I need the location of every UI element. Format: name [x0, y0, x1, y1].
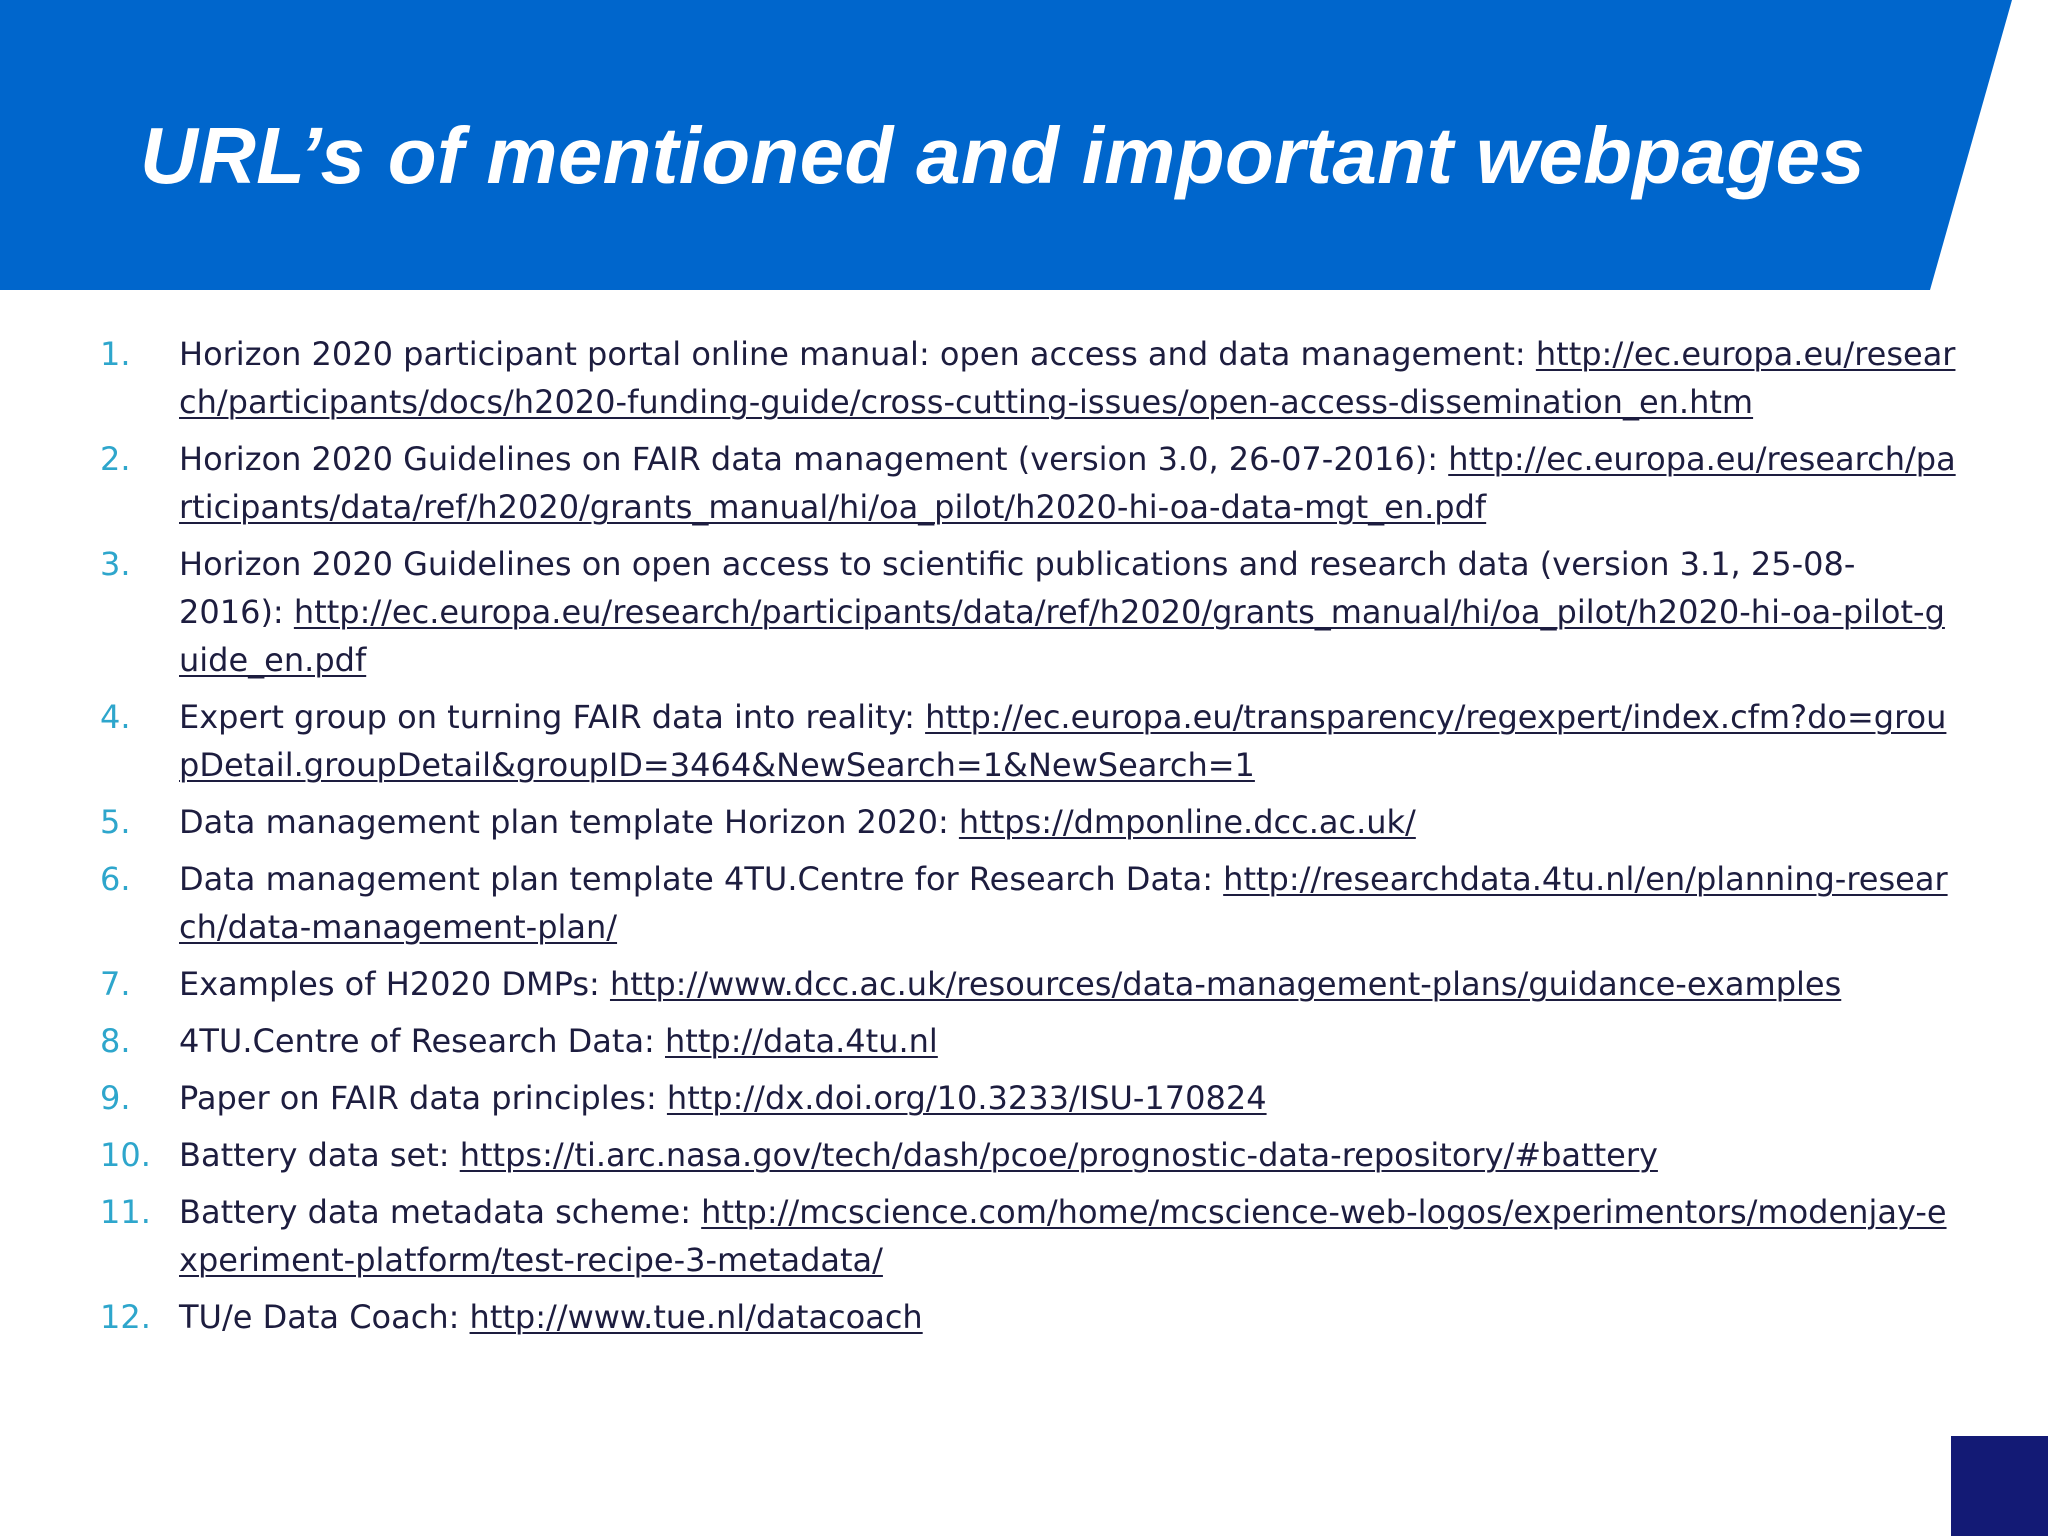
list-item: [0, 1074, 1960, 1122]
list-item-number: 3.: [100, 545, 131, 583]
list-item-number: 4.: [100, 698, 131, 736]
url-list: [0, 330, 1960, 1350]
list-item-number: 8.: [100, 1022, 131, 1060]
list-item-link[interactable]: http://researchdata.4tu.nl/en/planning-research/data-management-plan/: [179, 860, 1948, 946]
list-item-description: TU/e Data Coach:: [179, 1298, 470, 1336]
list-item-number: 11.: [100, 1193, 151, 1231]
list-item-number: 6.: [100, 860, 131, 898]
list-item-description: Paper on FAIR data principles:: [179, 1079, 667, 1117]
list-item: [0, 960, 1960, 1008]
list-item-description: Data management plan template 4TU.Centre for Research Data:: [179, 860, 1224, 898]
list-item: [0, 435, 1960, 531]
list-item-number: 12.: [100, 1298, 151, 1336]
list-item-link[interactable]: http://ec.europa.eu/research/participants/data/ref/h2020/grants_manual/hi/oa_pilot/h2020-hi-oa-pilot-guide_en.pdf: [179, 593, 1945, 679]
list-item-link[interactable]: http://data.4tu.nl: [665, 1022, 938, 1060]
list-item-link[interactable]: http://dx.doi.org/10.3233/ISU-170824: [666, 1079, 1267, 1117]
corner-block: [1951, 1436, 2048, 1536]
list-item-number: 7.: [100, 965, 131, 1003]
list-item-link[interactable]: https://ti.arc.nasa.gov/tech/dash/pcoe/prognostic-data-repository/#battery: [459, 1136, 1658, 1174]
list-item: [0, 798, 1960, 846]
list-item-link[interactable]: http://www.dcc.ac.uk/resources/data-management-plans/guidance-examples: [609, 965, 1842, 1003]
list-item-description: Battery data metadata scheme:: [179, 1193, 702, 1231]
list-item-link[interactable]: http://www.tue.nl/datacoach: [469, 1298, 923, 1336]
list-item-description: Horizon 2020 Guidelines on open access to scientific publications and research data (version 3.1, 25-08-2016):: [179, 545, 1856, 631]
list-item: [0, 1131, 1960, 1179]
list-item-description: Data management plan template Horizon 2020:: [179, 803, 959, 841]
list-item: [0, 693, 1960, 789]
list-item-description: Expert group on turning FAIR data into reality:: [179, 698, 926, 736]
list-item-description: Examples of H2020 DMPs:: [179, 965, 610, 1003]
list-item-link[interactable]: https://dmponline.dcc.ac.uk/: [958, 803, 1416, 841]
list-item-description: Horizon 2020 Guidelines on FAIR data management (version 3.0, 26-07-2016):: [179, 440, 1449, 478]
slide-title: URL’s of mentioned and important webpages: [140, 111, 1866, 200]
list-item-description: Horizon 2020 participant portal online manual: open access and data management:: [179, 335, 1536, 373]
list-item-link[interactable]: http://ec.europa.eu/research/participants/docs/h2020-funding-guide/cross-cutting-issues/open-access-dissemination_en.htm: [179, 335, 1956, 421]
list-item-number: 9.: [100, 1079, 131, 1117]
list-item-number: 5.: [100, 803, 131, 841]
list-item-number: 10.: [100, 1136, 151, 1174]
list-item-description: 4TU.Centre of Research Data:: [179, 1022, 665, 1060]
list-item: [0, 1188, 1960, 1284]
list-item-link[interactable]: http://ec.europa.eu/research/participants/data/ref/h2020/grants_manual/hi/oa_pilot/h2020-hi-oa-data-mgt_en.pdf: [179, 440, 1956, 526]
list-item-description: Battery data set:: [179, 1136, 460, 1174]
list-item: [0, 330, 1960, 426]
list-item-link[interactable]: http://mcscience.com/home/mcscience-web-logos/experimentors/modenjay-experiment-platform/test-recipe-3-metadata/: [179, 1193, 1947, 1279]
list-item: [0, 1293, 1960, 1341]
list-item: [0, 1017, 1960, 1065]
list-item: [0, 540, 1960, 684]
list-item-number: 1.: [100, 335, 131, 373]
list-item-link[interactable]: http://ec.europa.eu/transparency/regexpert/index.cfm?do=groupDetail.groupDetail&groupID=3464&NewSearch=1&NewSearch=1: [179, 698, 1947, 784]
list-item-number: 2.: [100, 440, 131, 478]
list-item: [0, 855, 1960, 951]
